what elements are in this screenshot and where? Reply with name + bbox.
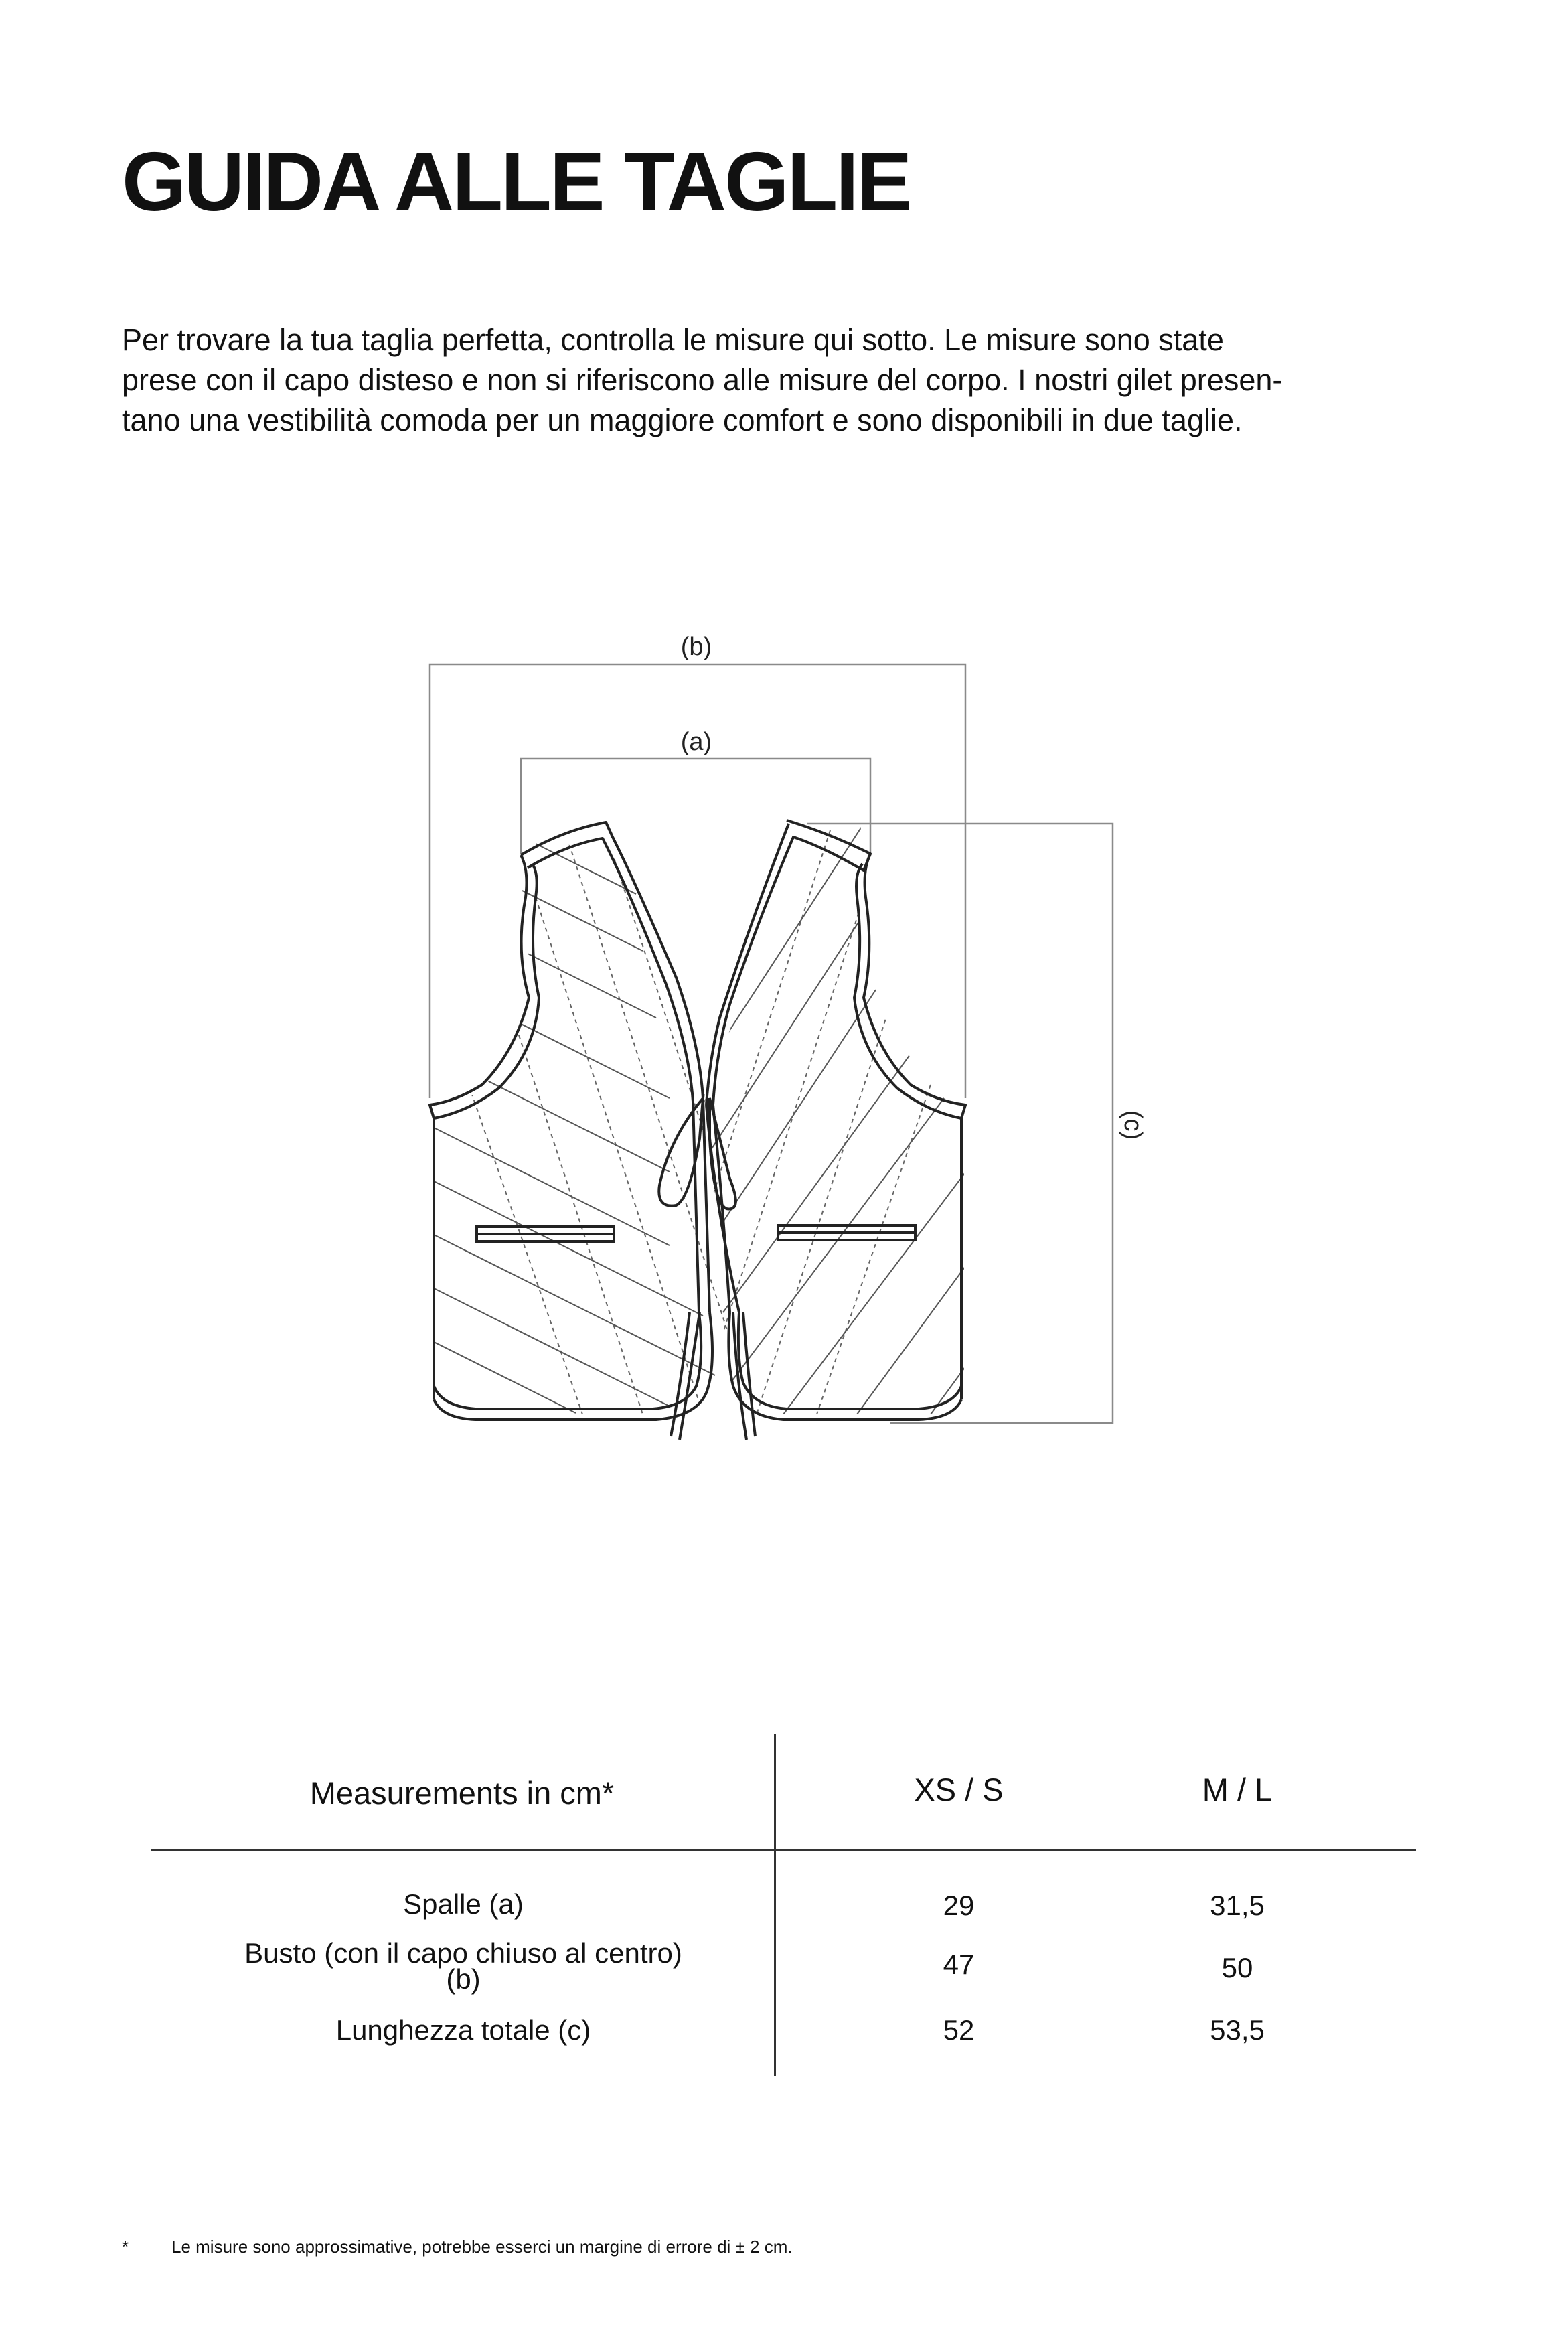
- label-b: (b): [680, 633, 712, 661]
- table-header-label: Measurements in cm*: [309, 1775, 615, 1811]
- table-divider-vertical: [774, 1734, 776, 2076]
- guide-a: [521, 759, 870, 854]
- table-header-size-m-l: M / L: [1202, 1772, 1273, 1807]
- measurement-guides: [430, 664, 1113, 1423]
- intro-line: Per trovare la tua taglia perfetta, controlla le misure qui sotto. Le misure sono state: [122, 323, 1224, 357]
- row-value-lunghezza-xs-s: 52: [943, 2014, 975, 2046]
- row-label-busto: Busto (con il capo chiuso al centro): [244, 1937, 682, 1969]
- footnote-text: Le misure sono approssimative, potrebbe esserci un margine di errore di ± 2 cm.: [171, 2237, 793, 2257]
- row-label-spalle: Spalle (a): [403, 1888, 524, 1920]
- page-title: GUIDA ALLE TAGLIE: [122, 136, 911, 228]
- label-c: (c): [1119, 1110, 1147, 1140]
- table-divider-horizontal: [151, 1849, 1416, 1851]
- row-label-lunghezza: Lunghezza totale (c): [335, 2014, 591, 2046]
- row-value-busto-xs-s: 47: [943, 1949, 975, 1980]
- row-value-spalle-xs-s: 29: [943, 1890, 975, 1921]
- footnote-mark: *: [122, 2237, 129, 2257]
- intro-line: tano una vestibilità comoda per un maggiore comfort e sono disponibili in due taglie.: [122, 403, 1243, 437]
- table-header-size-xs-s: XS / S: [914, 1772, 1004, 1807]
- label-a: (a): [680, 728, 712, 756]
- row-value-busto-m-l: 50: [1221, 1952, 1253, 1983]
- guide-c: [807, 824, 1113, 1423]
- row-value-lunghezza-m-l: 53,5: [1210, 2014, 1265, 2046]
- row-value-spalle-m-l: 31,5: [1210, 1890, 1265, 1921]
- row-label-busto-b: (b): [446, 1963, 481, 1995]
- intro-line: prese con il capo disteso e non si riferiscono alle misure del corpo. I nostri gilet presen-: [122, 363, 1283, 397]
